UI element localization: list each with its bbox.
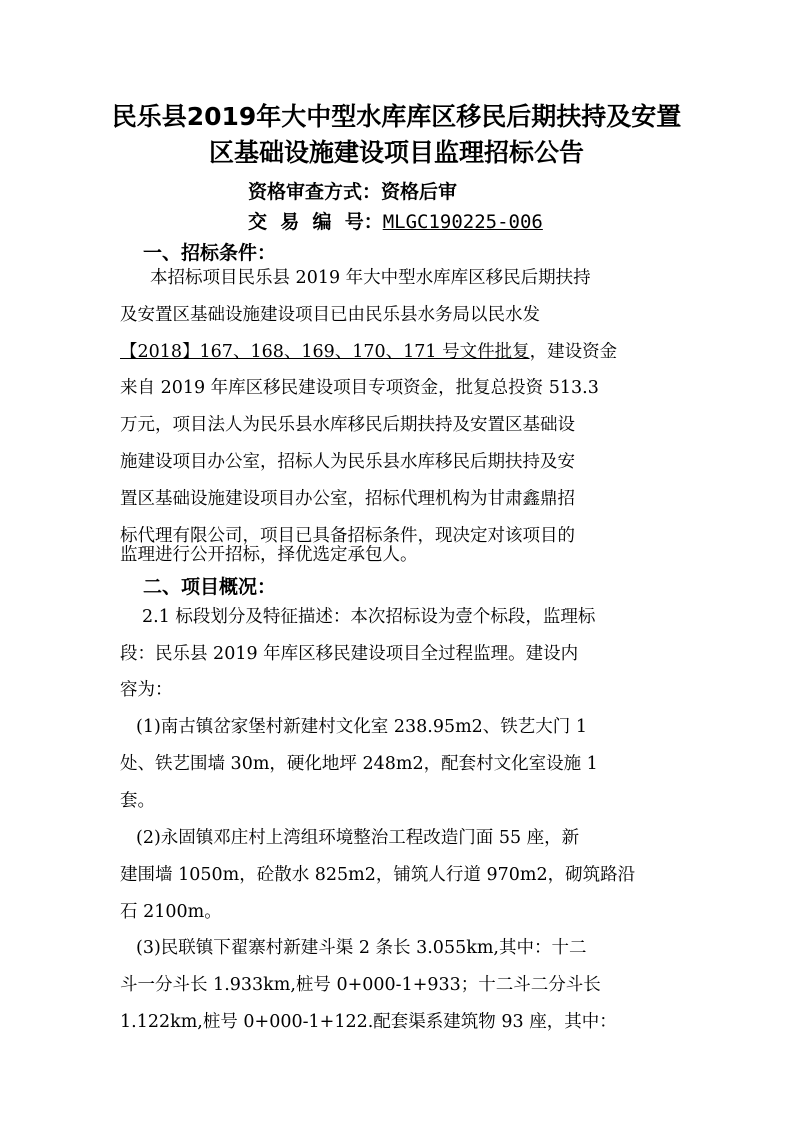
transaction-number-value: MLGC190225-006 xyxy=(382,211,543,233)
paragraph-line: 标代理有限公司，项目已具备招标条件，现决定对该项目的 xyxy=(120,526,575,546)
paragraph-line xyxy=(120,340,680,364)
paragraph-line: 置区基础设施建设项目办公室，招标代理机构为甘肃鑫鼎招 xyxy=(120,489,575,509)
document-title-line-1: 民乐县2019年大中型水库库区移民后期扶持及安置 xyxy=(111,102,682,131)
paragraph-line: 监理进行公开招标，择优选定承包人。 xyxy=(120,545,418,565)
qualification-review-method xyxy=(248,177,457,204)
paragraph-line: 1.122km,桩号 0+000-1+122.配套渠系建筑物 93 座，其中： xyxy=(120,1012,617,1032)
paragraph-line: 处、铁艺围墙 30m，硬化地坪 248m2，配套村文化室设施 1 xyxy=(120,754,598,774)
paragraph-line: 段：民乐县 2019 年库区移民建设项目全过程监理。建设内 xyxy=(120,644,579,664)
paragraph-line: (2)永固镇邓庄村上湾组环境整治工程改造门面 55 座，新 xyxy=(136,828,580,848)
transaction-number-label: 交 易 编 号： xyxy=(248,211,383,233)
paragraph-line: 石 2100m。 xyxy=(120,902,222,922)
paragraph-line: (1)南古镇岔家堡村新建村文化室 238.95m2、铁艺大门 1 xyxy=(136,717,588,737)
paragraph-line: (3)民联镇下翟寨村新建斗渠 2 条长 3.055km,其中：十二 xyxy=(136,938,587,958)
review-method-value: 资格后审 xyxy=(381,181,458,203)
paragraph-line: 斗一分斗长 1.933km,桩号 0+000-1+933；十二斗二分斗长 xyxy=(120,975,601,995)
paragraph-line: 容为： xyxy=(120,680,173,700)
review-method-label: 资格审查方式： xyxy=(248,181,382,203)
section-heading-project-overview: 二、项目概况： xyxy=(143,576,277,598)
paragraph-line-tail: ，建设资金 xyxy=(529,342,618,362)
paragraph-line: 万元，项目法人为民乐县水库移民后期扶持及安置区基础设 xyxy=(120,415,575,435)
paragraph-line: 套。 xyxy=(120,791,155,811)
paragraph-line: 及安置区基础设施建设项目已由民乐县水务局以民水发 xyxy=(120,305,540,325)
paragraph-line: 来自 2019 年库区移民建设项目专项资金，批复总投资 513.3 xyxy=(120,378,599,398)
approval-document-reference: 【2018】167、168、169、170、171 号文件批复 xyxy=(120,342,530,362)
paragraph-line: 建围墙 1050m，砼散水 825m2，铺筑人行道 970m2，砌筑路沿 xyxy=(120,865,636,885)
paragraph-line: 2.1 标段划分及特征描述：本次招标设为壹个标段，监理标 xyxy=(142,607,596,627)
paragraph-line: 施建设项目办公室，招标人为民乐县水库移民后期扶持及安 xyxy=(120,452,575,472)
paragraph-line: 本招标项目民乐县 2019 年大中型水库库区移民后期扶持 xyxy=(150,268,591,288)
section-heading-tender-conditions: 一、招标条件： xyxy=(143,242,277,264)
document-title-line-2: 区基础设施建设项目监理招标公告 xyxy=(208,138,584,167)
transaction-number xyxy=(248,207,543,234)
